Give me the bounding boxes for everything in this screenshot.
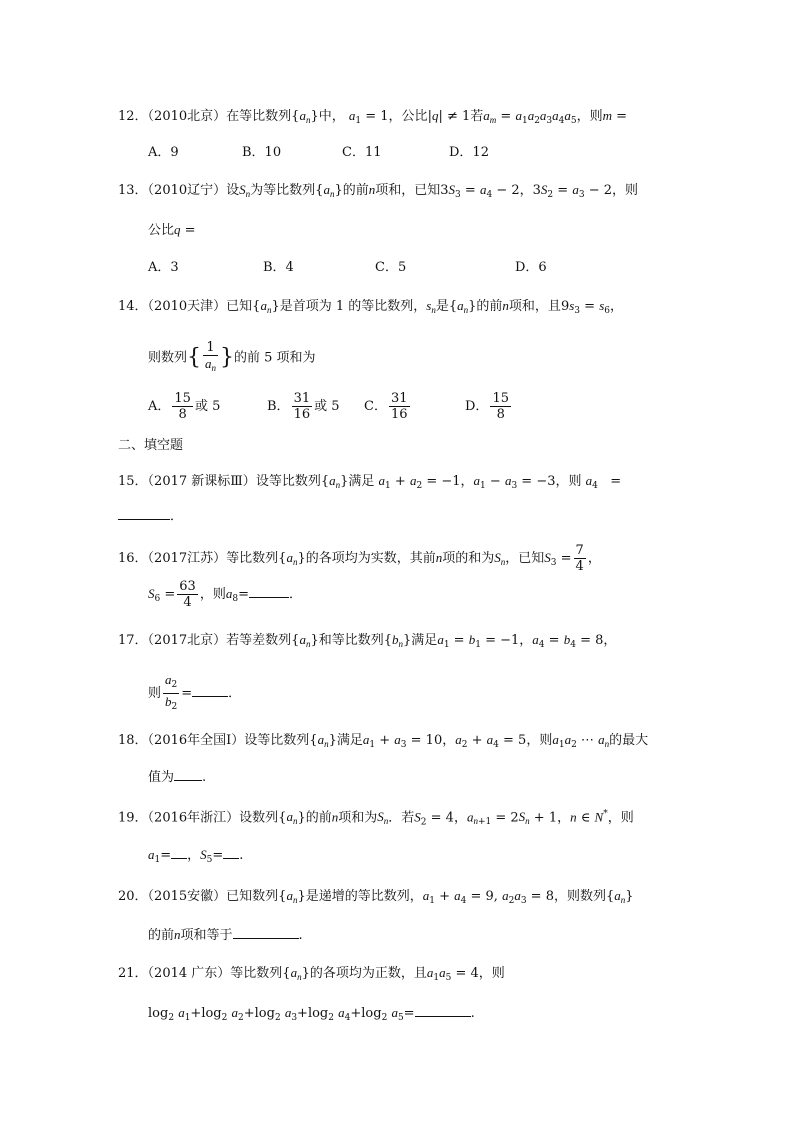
question-number: 18．	[118, 733, 148, 748]
question-text: ，	[460, 474, 474, 489]
question-text: 为等比数列	[250, 183, 316, 198]
question-source: （2016年全国Ⅰ）	[147, 733, 245, 748]
question-text: 满足	[348, 474, 375, 489]
question-text: ，则	[607, 810, 634, 826]
question-source: （2016年浙江）	[147, 810, 240, 826]
question-13: 13．（2010辽宁）设$S_n$为等比数列$\{a_n\}$的前n项和，已知$3S_3 = a_4 - 2$，$3S_2 = a_3 - 2$，则	[118, 182, 639, 200]
option-d: D．6	[515, 260, 547, 275]
question-number: 13．	[118, 183, 148, 198]
question-text: ，	[519, 633, 533, 648]
question-source: （2015安徽）	[147, 889, 227, 904]
question-number: 19．	[118, 810, 148, 826]
question-text: 的前	[305, 810, 332, 826]
answer-blank[interactable]	[174, 767, 202, 781]
question-number: 12．	[118, 109, 148, 124]
question-12: 12．（2010北京）在等比数列$\{a_n\}$中， $a_1 = 1$，公比|q| ≠ 1若$a_m = a_1a_2a_3a_4a_5$，则m =	[118, 108, 628, 126]
answer-blank-15: ．	[118, 506, 183, 527]
question-text: 项和，且	[508, 299, 561, 314]
question-text: ，	[453, 810, 467, 826]
question-source: （2010天津）	[147, 299, 227, 314]
question-number: 14．	[118, 299, 148, 314]
question-text: ，则	[478, 966, 505, 981]
question-20: 20．（2015安徽）已知数列$\{a_n\}$是递增的等比数列，$a_1 + a_4 = 9$, $a_2a_3 = 8$，则数列$\{a_n\}$	[118, 888, 634, 906]
answer-blank[interactable]	[233, 925, 299, 939]
option-a: A． $\frac{15}{8}$ 或 5	[148, 391, 221, 422]
question-13-line2: 公比q =	[148, 222, 196, 238]
question-18-line2: 值为 .	[148, 767, 206, 788]
question-text: ，则	[612, 183, 639, 198]
question-text: 是递增的等比数列，	[305, 889, 423, 904]
question-number: 16．	[118, 551, 148, 566]
question-14-line2: 则数列{ $\frac{1}{a_n}$ }的前 5 项和为	[148, 340, 316, 373]
option-d: D． $\frac{15}{8}$	[465, 391, 509, 422]
question-text: 的最大	[609, 733, 649, 748]
question-number: 20．	[118, 889, 148, 904]
question-17: 17．（2017北京）若等差数列$\{a_n\}$和等比数列$\{b_n\}$满足$a_1 = b_1 = -1$，$a_4 = b_4 = 8$，	[118, 632, 617, 650]
option-a: A．9	[148, 145, 179, 160]
question-text: 的前	[476, 299, 503, 314]
question-text: 的各项均为正数，且	[309, 966, 427, 981]
answer-blank[interactable]	[415, 1003, 471, 1017]
question-text: ，	[603, 633, 617, 648]
question-15: 15．（2017 新课标Ⅲ）设等比数列$\{a_n\}$满足 $a_1 + a_2 = -1$，$a_1 - a_3 = -3$，则 $a_4$ =	[118, 473, 622, 491]
question-number: 15．	[118, 474, 148, 489]
question-source: （2014 广东）	[147, 966, 231, 981]
question-source: （2010北京）	[147, 109, 227, 124]
question-text: ，则数列	[553, 889, 606, 904]
question-16: 16．（2017江苏）等比数列$\{a_n\}$的各项均为实数，其前n项的和为$S_n$，已知$S_3$ = $\frac{7}{4}$ ，	[118, 543, 601, 574]
question-text: 已知数列	[226, 889, 279, 904]
answer-blank[interactable]	[118, 506, 170, 520]
option-b: B．10	[242, 145, 282, 160]
question-text: 若	[470, 109, 484, 124]
question-text: 的前	[342, 183, 369, 198]
question-source: （2017 新课标Ⅲ）	[147, 474, 256, 489]
question-text: ．若	[388, 810, 415, 826]
question-text: ，则	[576, 109, 603, 124]
answer-blank[interactable]	[192, 683, 228, 697]
question-text: 设等比数列	[255, 474, 321, 489]
question-text: 等比数列	[230, 966, 283, 981]
question-14: 14．（2010天津）已知$\{a_n\}$是首项为 1 的等比数列，$s_n$是$\{a_n\}$的前n项和，且$9s_3 = s_6$，	[118, 298, 623, 316]
question-text: 的各项均为实数，其前	[305, 551, 436, 566]
option-c: C．5	[375, 260, 407, 275]
question-text: 已知	[226, 299, 253, 314]
question-text: 项和，已知	[375, 183, 441, 198]
question-text: ，	[519, 183, 533, 198]
answer-blank[interactable]	[249, 584, 289, 598]
question-text: 项的和为	[442, 551, 495, 566]
question-text: 是首项为 1 的等比数列，	[279, 299, 427, 314]
question-text: ，则	[555, 474, 582, 489]
question-20-line2: 的前n项和等于 .	[148, 927, 303, 943]
question-text: 在等比数列	[226, 109, 292, 124]
question-text: 设数列	[239, 810, 279, 826]
question-text: 是	[435, 299, 449, 314]
question-21-line2: $\log_2 a_1+\log_2$ $a_2+\log_2$ $a_3+\log_2$ $a_4+\log_2$ $a_5=$ .	[148, 1005, 475, 1023]
question-text: ，已知	[505, 551, 545, 566]
question-source: （2010辽宁）	[147, 183, 227, 198]
question-source: （2017江苏）	[147, 551, 227, 566]
question-text: 和等比数列	[318, 633, 384, 648]
option-a: A．3	[148, 260, 179, 275]
question-text: 若等差数列	[226, 633, 292, 648]
question-text: ，公比	[388, 109, 428, 124]
option-d: D．12	[449, 145, 489, 160]
question-text: ，	[442, 733, 456, 748]
question-source: （2017北京）	[147, 633, 227, 648]
question-text: ，则	[526, 733, 553, 748]
question-text: 设等比数列	[244, 733, 310, 748]
question-text: 项和为	[338, 810, 378, 826]
question-text: 满足	[336, 733, 363, 748]
option-b: B．4	[263, 260, 294, 275]
question-text: ，	[557, 810, 571, 826]
question-17-line2: 则 $\frac{a_2}{b_2}$ = ．	[148, 672, 242, 712]
section-title: 二、填空题	[118, 438, 184, 453]
question-19: 19．（2016年浙江）设数列$\{a_n\}$的前n项和为$S_n$．若$S_2 = 4$，$a_{n+1} = 2S_n + 1$，n ∈ N*，则	[118, 809, 634, 828]
option-c: C．11	[342, 145, 382, 160]
question-19-line2: $a_1=$ ，$S_5=$ .	[148, 847, 244, 865]
question-text: 满足	[411, 633, 438, 648]
question-text: ，	[609, 299, 623, 314]
question-number: 17．	[118, 633, 148, 648]
answer-blank[interactable]	[223, 845, 239, 859]
question-21: 21．（2014 广东）等比数列$\{a_n\}$的各项均为正数，且$a_1a_5 = 4$，则	[118, 965, 505, 983]
question-number: 21．	[118, 966, 148, 981]
option-b: B． $\frac{31}{16}$ 或 5	[267, 391, 340, 422]
question-text: 中，	[318, 109, 345, 124]
option-c: C． $\frac{31}{16}$	[364, 391, 408, 422]
question-16-line2: $S_6$ = $\frac{63}{4}$ ，则$a_8=$ ．	[148, 579, 302, 610]
answer-blank[interactable]	[171, 845, 187, 859]
question-18: 18．（2016年全国Ⅰ）设等比数列$\{a_n\}$满足$a_1 + a_3 = 10$，$a_2 + a_4 = 5$，则$a_1a_2$ ⋯ $a_n$的最大	[118, 732, 649, 750]
question-text: 等比数列	[226, 551, 279, 566]
question-text: 设	[226, 183, 240, 198]
